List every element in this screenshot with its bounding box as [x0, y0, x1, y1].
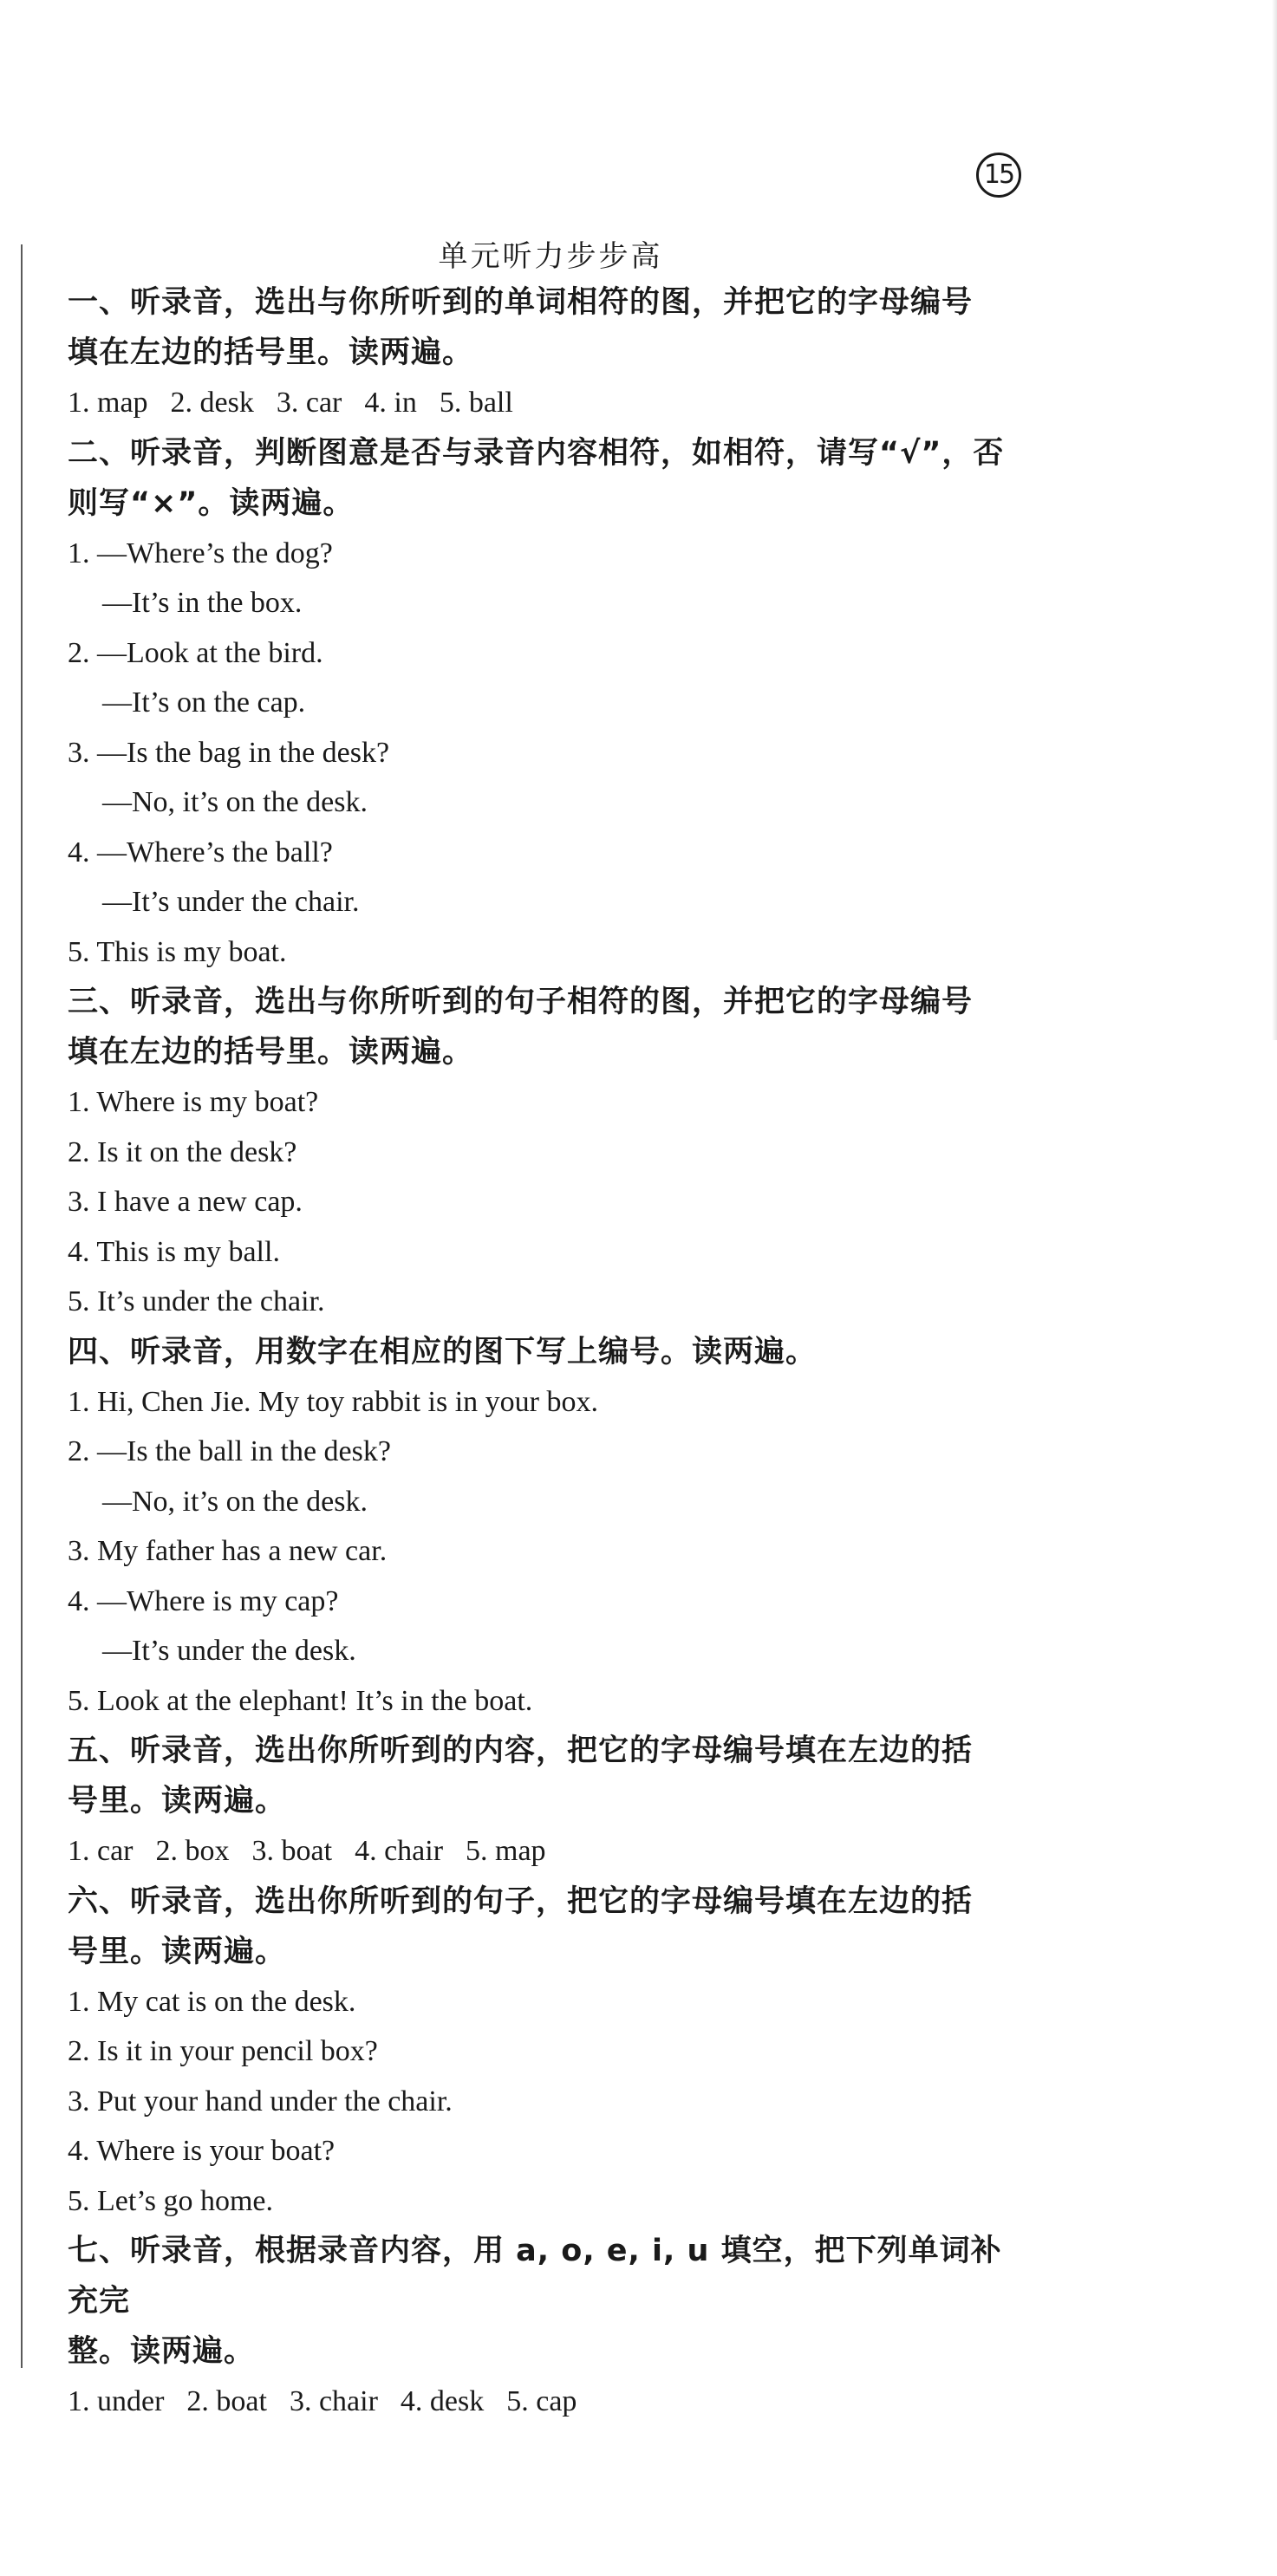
word-item: 4. desk [400, 2385, 485, 2417]
section-heading: 五、听录音，选出你所听到的内容，把它的字母编号填在左边的括 [68, 1734, 974, 1768]
section-heading: 六、听录音，选出你所听到的句子，把它的字母编号填在左边的括 [68, 1883, 974, 1919]
dialogue-line: 1. —Where’s the dog? [68, 537, 333, 569]
section-heading: 填在左边的括号里。读两遍。 [68, 1035, 474, 1070]
dialogue-line: 4. —Where’s the ball? [68, 836, 333, 868]
word-item: 3. car [276, 387, 342, 419]
word-item: 4. in [364, 387, 417, 419]
page-title: 单元听力步步高 [438, 239, 663, 274]
sentence-line: 3. Put your hand under the chair. [68, 2085, 453, 2117]
word-item: 4. chair [355, 1835, 444, 1867]
section-heading: 填在左边的括号里。读两遍。 [68, 335, 474, 370]
word-list [68, 378, 1030, 428]
section-3 [68, 977, 1030, 1327]
section-7 [68, 2226, 1030, 2427]
word-item: 2. boat [186, 2385, 267, 2417]
left-margin-rule [21, 244, 23, 2368]
section-heading: 一、听录音，选出与你所听到的单词相符的图，并把它的字母编号 [68, 285, 974, 320]
dialogue-line: —It’s under the chair. [102, 886, 360, 918]
sentence-line: 2. Is it in your pencil box? [68, 2035, 378, 2067]
sentence-line: 5. It’s under the chair. [68, 1285, 325, 1317]
word-item: 2. box [155, 1835, 230, 1867]
word-item: 5. ball [439, 387, 513, 419]
dialogue-line: 2. —Is the ball in the desk? [68, 1435, 391, 1467]
section-5 [68, 1726, 1030, 1877]
word-item: 3. chair [289, 2385, 378, 2417]
sentence-line: 2. Is it on the desk? [68, 1135, 297, 1168]
word-item: 1. map [68, 387, 148, 419]
dialogue-line: 2. —Look at the bird. [68, 636, 323, 669]
dialogue-line: 3. —Is the bag in the desk? [68, 736, 390, 769]
dialogue-line: 5. This is my boat. [68, 935, 287, 968]
section-heading: 七、听录音，根据录音内容，用 a, o, e, i, u 填空，把下列单词补充完 [68, 2234, 1002, 2319]
dialogue-line: —It’s in the box. [102, 587, 303, 619]
section-4 [68, 1327, 1030, 1727]
dialogue-line: 5. Look at the elephant! It’s in the boat. [68, 1684, 533, 1717]
sentence-line: 1. Where is my boat? [68, 1086, 319, 1118]
section-6 [68, 1877, 1030, 2227]
dialogue-line: —It’s under the desk. [102, 1635, 356, 1667]
section-heading: 号里。读两遍。 [68, 1784, 287, 1818]
word-item: 5. cap [506, 2385, 577, 2417]
section-1 [68, 277, 1030, 428]
dialogue-line: 1. Hi, Chen Jie. My toy rabbit is in your box. [68, 1385, 598, 1418]
page-edge-shadow [1272, 0, 1277, 1040]
section-heading: 四、听录音，用数字在相应的图下写上编号。读两遍。 [68, 1334, 818, 1369]
sentence-line: 4. This is my ball. [68, 1235, 280, 1268]
dialogue-line: 3. My father has a new car. [68, 1535, 388, 1567]
word-item: 1. under [68, 2385, 165, 2417]
dialogue-line: —No, it’s on the desk. [102, 786, 368, 818]
word-list [68, 2377, 1030, 2427]
section-heading: 整。读两遍。 [68, 2334, 256, 2369]
section-2 [68, 428, 1030, 978]
word-item: 5. map [466, 1835, 546, 1867]
section-heading: 二、听录音，判断图意是否与录音内容相符，如相符，请写“√”，否 [68, 435, 1005, 471]
section-heading: 则写“×”。读两遍。 [68, 485, 355, 521]
exercise-content [68, 277, 1030, 2427]
word-item: 2. desk [170, 387, 254, 419]
sentence-line: 3. I have a new cap. [68, 1186, 303, 1218]
dialogue-line: —No, it’s on the desk. [102, 1485, 368, 1518]
dialogue-line: —It’s on the cap. [102, 686, 306, 719]
sentence-line: 4. Where is your boat? [68, 2135, 336, 2167]
section-heading: 三、听录音，选出与你所听到的句子相符的图，并把它的字母编号 [68, 985, 974, 1019]
sentence-line: 1. My cat is on the desk. [68, 1985, 356, 2018]
word-item: 1. car [68, 1835, 134, 1867]
sentence-line: 5. Let’s go home. [68, 2184, 274, 2217]
dialogue-line: 4. —Where is my cap? [68, 1584, 339, 1617]
page-number-badge: 15 [976, 153, 1021, 198]
word-item: 3. boat [251, 1835, 333, 1867]
word-list [68, 1826, 1030, 1877]
section-heading: 号里。读两遍。 [68, 1934, 287, 1969]
